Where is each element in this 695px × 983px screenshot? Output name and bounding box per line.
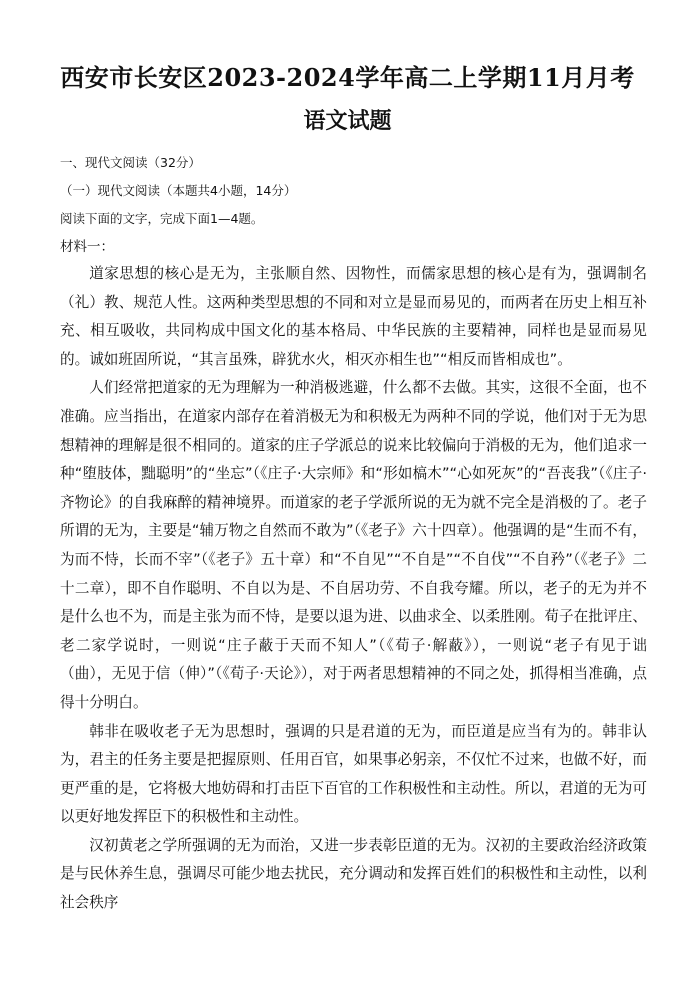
page-subtitle: 语文试题 — [303, 108, 392, 134]
paragraph: 道家思想的核心是无为，主张顺自然、因物性，而儒家思想的核心是有为，强调制名（礼）教、规范人性。这两种类型思想的不同和对立是显而易见的，而两者在历史上相互补充、相互吸收，共同构成中国文化的基本格局、中华民族的主要精神，同样也是显而易见的。诚如班固所说，“其言虽殊，辟犹水火，相灭亦相生也”“相反而皆相成也”。 — [60, 265, 647, 368]
subsection-heading: （一）现代文阅读（本题共4小题，14分） — [60, 183, 297, 198]
section-heading: 一、现代文阅读（32分） — [60, 155, 201, 170]
material-text — [60, 260, 647, 918]
reading-instruction: 阅读下面的文字，完成下面1—4题。 — [60, 211, 264, 226]
paragraph: 韩非在吸收老子无为思想时，强调的只是君道的无为，而臣道是应当有为的。韩非认为，君主的任务主要是把握原则、任用百官，如果事必躬亲，不仅忙不过来，也做不好，而更严重的是，它将极大地妨碍和打击臣下百官的工作积极性和主动性。所以，君道的无为可以更好地发挥臣下的积极性和主动性。 — [60, 722, 647, 826]
material-label: 材料一： — [60, 239, 114, 255]
paragraph: 人们经常把道家的无为理解为一种消极逃避，什么都不去做。其实，这很不全面，也不准确。应当指出，在道家内部存在着消极无为和积极无为两种不同的学说，他们对于无为思想精神的理解是很不相同的。道家的庄子学派总的说来比较偏向于消极的无为，他们追求一种“堕肢体，黜聪明”的“坐忘”（《庄子·大宗师》和“形如槁木”“心如死灰”的“吾丧我”（《庄子·齐物论》的自我麻醉的精神境界。而道家的老子学派所说的无为就不完全是消极的了。老子所谓的无为，主要是“辅万物之自然而不敢为”（《老子》六十四章）。他强调的是“生而不有，为而不恃，长而不宰”（《老子》五十章）和“不自见”“不自是”“不自伐”“不自矜”（《老子》二十二章），即不自作聪明、不自以为是、不自居功劳、不自我夸耀。所以，老子的无为并不是什么也不为，而是主张为而不恃，是要以退为进、以曲求全、以柔胜刚。荀子在批评庄、老二家学说时，一则说“庄子蔽于天而不知人”（《荀子·解蔽》），一则说“老子有见于诎（曲），无见于信（伸）”（《荀子·天论》），对于两者思想精神的不同之处，抓得相当准确，点得十分明白。 — [60, 379, 647, 711]
page-title: 西安市长安区2023-2024学年高二上学期11月月考 — [60, 63, 635, 92]
paragraph: 汉初黄老之学所强调的无为而治，又进一步表彰臣道的无为。汉初的主要政治经济政策是与民休养生息，强调尽可能少地去扰民，充分调动和发挥百姓们的积极性和主动性，以利社会秩序 — [60, 836, 647, 912]
